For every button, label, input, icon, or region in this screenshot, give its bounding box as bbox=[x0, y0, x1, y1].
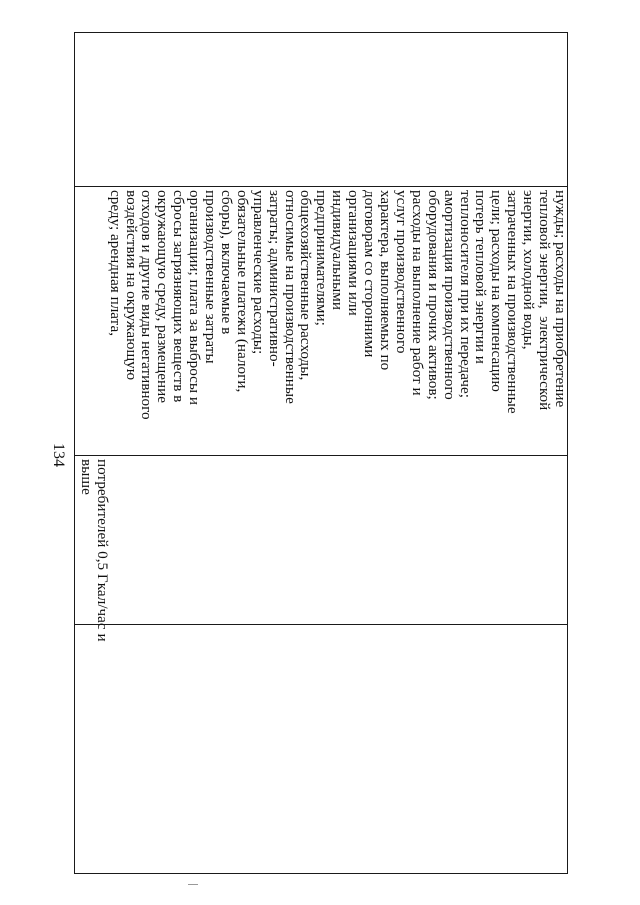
costs-cell-line: характера, выполняемых по bbox=[377, 190, 395, 371]
costs-cell-line: организации; плата за выбросы и bbox=[186, 190, 204, 406]
costs-cell-line: расходы на выполнение работ и bbox=[408, 190, 426, 396]
costs-cell-line: отходов и другие виды негативного bbox=[138, 190, 156, 420]
column-divider-1 bbox=[74, 186, 568, 187]
scan-edge-mark bbox=[188, 884, 198, 885]
costs-cell-line: индивидуальными bbox=[329, 190, 347, 310]
costs-cell-line: окружающую среду, размещение bbox=[154, 190, 172, 403]
consumers-cell-line: потребителей 0,5 Гкал/час и bbox=[94, 459, 111, 642]
costs-cell-line: услуг производственного bbox=[392, 190, 410, 354]
costs-cell-line: затраты; административно- bbox=[265, 190, 283, 367]
costs-cell-line: сбросы загрязняющих веществ в bbox=[170, 190, 188, 403]
table-border bbox=[74, 32, 568, 874]
costs-cell-line: среду; арендная плата, bbox=[106, 190, 124, 337]
costs-cell-line: договорам со сторонними bbox=[361, 190, 379, 358]
table-cell-consumers bbox=[78, 459, 111, 642]
costs-cell-line: сборы), включаемые в bbox=[217, 190, 235, 335]
consumers-cell-line: выше bbox=[78, 459, 96, 495]
costs-cell-line: нужды; расходы на приобретение bbox=[552, 190, 569, 408]
column-divider-3 bbox=[74, 624, 568, 625]
costs-cell-line: производственные затраты bbox=[202, 190, 220, 364]
costs-cell-line: затраченных на производственные bbox=[504, 190, 522, 414]
costs-cell-line: оборудования и прочих активов; bbox=[424, 190, 442, 400]
costs-cell-line: предпринимателями; bbox=[313, 190, 331, 326]
costs-cell-line: относимые на производственные bbox=[281, 190, 299, 404]
column-divider-2 bbox=[74, 455, 568, 456]
costs-cell-line: теплоносителя при их передаче; bbox=[456, 190, 474, 399]
costs-cell-line: управленческие расходы; bbox=[249, 190, 267, 355]
costs-cell-line: организациями или bbox=[345, 190, 363, 316]
costs-cell-line: энергии, холодной воды, bbox=[520, 190, 538, 350]
costs-cell-line: амортизация производственного bbox=[440, 190, 458, 400]
costs-cell-line: тепловой энергии, электрической bbox=[536, 190, 554, 411]
costs-cell-line: обязательные платежи (налоги, bbox=[233, 190, 251, 393]
costs-cell-line: цели; расходы на компенсацию bbox=[488, 190, 506, 392]
costs-cell-line: потерь тепловой энергии и bbox=[472, 190, 490, 364]
costs-cell-line: воздействия на окружающую bbox=[122, 190, 140, 381]
costs-cell-line: общехозяйственные расходы, bbox=[297, 190, 315, 381]
table-cell-costs bbox=[107, 190, 568, 452]
page-number: 134 bbox=[50, 443, 67, 467]
